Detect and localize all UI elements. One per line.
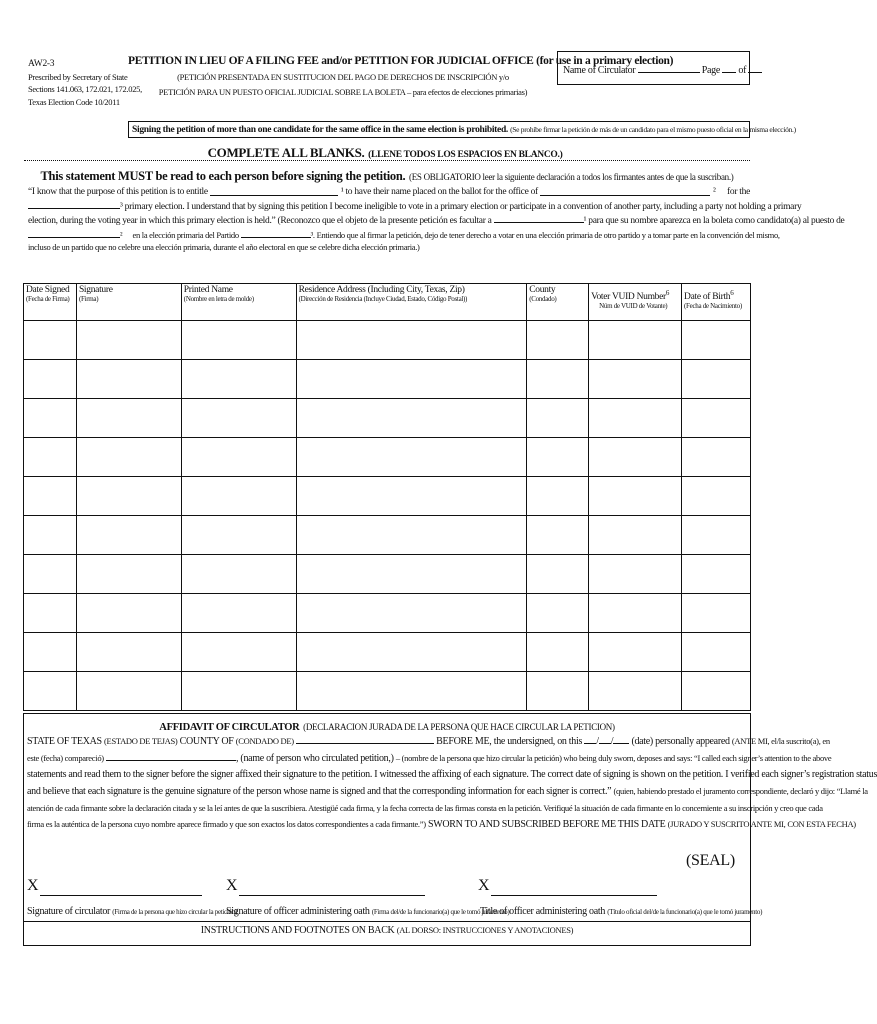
circulator-appeared-field[interactable] xyxy=(106,751,236,761)
dob-cell[interactable] xyxy=(682,360,751,399)
page-total-field[interactable] xyxy=(748,63,762,73)
dob-cell[interactable] xyxy=(682,633,751,672)
printed-name-cell[interactable] xyxy=(181,360,296,399)
circulator-box xyxy=(557,51,750,85)
col-label: Date of Birth xyxy=(684,292,731,303)
circulator-name-field[interactable] xyxy=(638,63,700,73)
x-mark-officer: X xyxy=(226,877,238,894)
table-row xyxy=(24,399,751,438)
printed-name-cell[interactable] xyxy=(181,438,296,477)
col-label-es: (Nombre en letra de molde) xyxy=(183,295,254,303)
residence-cell[interactable] xyxy=(296,438,527,477)
col-dob xyxy=(682,284,751,321)
col-label: Residence Address (Including City, Texas, Zip) xyxy=(298,285,465,295)
form-identifier-block xyxy=(28,58,142,108)
col-signature xyxy=(76,284,181,321)
table-row xyxy=(24,438,751,477)
date-month-field[interactable] xyxy=(584,734,596,744)
vuid-cell[interactable] xyxy=(589,360,682,399)
signature-cell[interactable] xyxy=(76,594,181,633)
col-label: Date Signed xyxy=(26,285,70,295)
residence-cell[interactable] xyxy=(296,516,527,555)
vuid-cell[interactable] xyxy=(589,672,682,711)
vuid-cell[interactable] xyxy=(589,633,682,672)
circulator-signature-line[interactable] xyxy=(40,895,202,896)
col-printed-name xyxy=(181,284,296,321)
dob-cell[interactable] xyxy=(682,477,751,516)
instructions-footer xyxy=(23,925,751,936)
statement-l1a: “I know that the purpose of this petition is to entitle xyxy=(28,187,208,197)
residence-cell[interactable] xyxy=(296,594,527,633)
table-row xyxy=(24,633,751,672)
col-vuid xyxy=(589,284,682,321)
signer-table xyxy=(23,283,751,711)
statement-l4b: ³. Entiendo que al firmar la petición, dejo de tener derecho a votar en una elección primaria de otro partido y a tomar parte en la convención del mismo, xyxy=(310,229,780,240)
page-title: PETITION IN LIEU OF A FILING FEE and/or PETITION FOR JUDICIAL OFFICE (for use in a primary election) xyxy=(128,55,674,67)
aff-l4b: (quien, habiendo prestado el juramento correspondiente, declaró y dijo: “Llamé la xyxy=(613,786,868,796)
statement-l1b: ¹ to have their name placed on the ballot for the office of xyxy=(340,187,538,197)
residence-cell[interactable] xyxy=(296,477,527,516)
sig2-label: Signature of officer administering oath xyxy=(226,906,370,917)
county-cell[interactable] xyxy=(527,477,589,516)
prohibition-notice xyxy=(128,121,796,138)
sig-caption-title xyxy=(480,906,762,917)
vuid-cell[interactable] xyxy=(589,321,682,360)
table-row xyxy=(24,321,751,360)
statement-l1c: ² ⃞ for the xyxy=(712,187,750,197)
col-label-es: (Fecha de Nacimiento) xyxy=(684,302,742,311)
signature-cell[interactable] xyxy=(76,672,181,711)
residence-cell[interactable] xyxy=(296,399,527,438)
affidavit-body: STATE OF TEXAS (ESTADO DE TEJAS) COUNTY OF (CONDADO DE) BEFORE ME, the undersigned, on this / / (date) personally appeared (ANTE MI, el/la suscrito(a), en este (fecha) compareció) , (name of person who circulated petition,) – (nombre de la persona que hizo circular la petición) who being duly sworn, deposes and says: “I called each signer’s attention to the above statements and read them to the signer before the signer affixed their signature to the petition. I witnessed the affixing of each signature. The correct date of signing is shown on the petition. I verified each signer’s registration status and believe that each signature is the genuine signature of the person whose name is signed and that the corresponding information for each signer is correct.” (quien, habiendo prestado el juramento correspondiente, declaró y dijo: “Llamé la atención de cada firmante sobre la declaración citada y se la leí antes de que la suscribiera. Atestigüé cada firma, y la fecha correcta de las firmas consta en la petición. Verifiqué la situación de cada firmante en lo concerniente a su inscripción y creo que cada firma es la auténtica de la persona cuyo nombre aparece firmado y que son exactos los datos correspondientes a cada firmante.”) SWORN TO AND SUBSCRIBED BEFORE ME THIS DATE (JURADO Y SUSCRITO ANTE MI, CON ESTA FECHA) xyxy=(27,736,877,830)
aff-l1e: BEFORE ME, the undersigned, on this xyxy=(436,736,583,747)
complete-en: COMPLETE ALL BLANKS. xyxy=(207,145,365,160)
office-field[interactable] xyxy=(540,186,710,196)
dob-cell[interactable] xyxy=(682,516,751,555)
prescribed-by: Prescribed by Secretary of State xyxy=(28,71,128,82)
residence-cell[interactable] xyxy=(296,321,527,360)
col-county xyxy=(527,284,589,321)
prohibition-en: Signing the petition of more than one candidate for the same office in the same election is prohibited. xyxy=(132,125,509,135)
col-label: Printed Name xyxy=(183,285,233,295)
printed-name-cell[interactable] xyxy=(181,399,296,438)
vuid-cell[interactable] xyxy=(589,399,682,438)
dob-cell[interactable] xyxy=(682,594,751,633)
date-day-field[interactable] xyxy=(599,734,611,744)
col-label-es: (Firma) xyxy=(78,295,99,303)
dob-cell[interactable] xyxy=(682,555,751,594)
officer-signature-line[interactable] xyxy=(239,895,425,896)
aff-l6b: SWORN TO AND SUBSCRIBED BEFORE ME THIS DATE xyxy=(427,819,666,830)
page-title-es-2: PETICIÓN PARA UN PUESTO OFICIAL JUDICIAL SOBRE LA BOLETA – para efectos de elecciones primarias) xyxy=(158,87,528,97)
col-label-es: (Condado) xyxy=(529,295,557,303)
date-signed-cell[interactable] xyxy=(24,477,77,516)
divider xyxy=(23,921,751,922)
table-row xyxy=(24,555,751,594)
seal-label: (SEAL) xyxy=(686,852,735,869)
table-row xyxy=(24,594,751,633)
printed-name-cell[interactable] xyxy=(181,672,296,711)
sig2-label-es: (Firma del/de la funcionario(a) que le tomó juramento) xyxy=(371,908,510,916)
x-mark-title: X xyxy=(478,877,490,894)
sig1-label-es: (Firma de la persona que hizo circular la petición) xyxy=(112,908,237,916)
statement-l5: incluso de un partido que no celebre una elección primaria, durante el año electoral en que se celebre dicha elección primaria.) xyxy=(28,242,420,252)
date-signed-cell[interactable] xyxy=(24,555,77,594)
candidate-name-field[interactable] xyxy=(210,186,338,196)
sig-caption-officer xyxy=(226,906,509,917)
aff-l1b: (ESTADO DE TEJAS) xyxy=(104,736,178,746)
county-cell[interactable] xyxy=(527,321,589,360)
footer-es: (AL DORSO: INSTRUCCIONES Y ANOTACIONES) xyxy=(396,925,574,935)
sig3-label: Title of officer administering oath xyxy=(480,906,606,917)
county-cell[interactable] xyxy=(527,672,589,711)
date-signed-cell[interactable] xyxy=(24,516,77,555)
page-title-es-1: (PETICIÓN PRESENTADA EN SUSTITUCION DEL PAGO DE DERECHOS DE INSCRIPCIÓN y/o xyxy=(177,72,509,82)
statement-heading xyxy=(24,167,750,185)
complete-es: (LLENE TODOS LOS ESPACIOS EN BLANCO.) xyxy=(368,150,563,160)
residence-cell[interactable] xyxy=(296,360,527,399)
printed-name-cell[interactable] xyxy=(181,477,296,516)
statement-heading-en: This statement MUST be read to each person before signing the petition. xyxy=(40,169,406,183)
dob-cell[interactable] xyxy=(682,438,751,477)
date-year-field[interactable] xyxy=(613,734,629,744)
statement-body xyxy=(28,186,845,254)
statement-l3b: ¹ para que su nombre aparezca en la boleta como candidato(a) al puesto de xyxy=(583,216,845,226)
statement-l2: ³ primary election. I understand that by signing this petition I become ineligible to vote in a primary election or participate in a convention of another party, including a party not holding a primary xyxy=(120,201,802,212)
col-label-es: (Dirección de Residencia (Incluye Ciudad, Estado, Código Postal)) xyxy=(298,295,468,303)
signature-cell[interactable] xyxy=(76,555,181,594)
sig-caption-circulator xyxy=(27,906,237,917)
aff-l1a: STATE OF TEXAS xyxy=(27,736,102,747)
page-label: Page xyxy=(701,65,721,76)
affidavit-title-es: (DECLARACION JURADA DE LA PERSONA QUE HACE CIRCULAR LA PETICION) xyxy=(303,722,615,732)
date-signed-cell[interactable] xyxy=(24,360,77,399)
vuid-cell[interactable] xyxy=(589,594,682,633)
code-sections: Sections 141.063, 172.021, 172.025, xyxy=(28,84,142,94)
affidavit-title: AFFIDAVIT OF CIRCULATOR xyxy=(159,722,300,733)
signature-cell[interactable] xyxy=(76,360,181,399)
col-label: Voter VUID Number xyxy=(591,292,666,303)
vuid-cell[interactable] xyxy=(589,516,682,555)
vuid-cell[interactable] xyxy=(589,555,682,594)
table-row xyxy=(24,477,751,516)
aff-l5: atención de cada firmante sobre la declaración citada y se la leí antes de que la suscribiera. Atestigüé cada firma, y la fecha correcta de las firmas consta en la petición. Verifiqué la situación de cada firmante en lo concerniente a su inscripción y creo que cada xyxy=(27,803,823,813)
aff-l2c: – (nombre de la persona que hizo circular la petición) who being duly sworn, deposes and says: “I called each signer’s attention to the above xyxy=(395,753,832,763)
election-code: Texas Election Code 10/2011 xyxy=(28,96,120,107)
residence-cell[interactable] xyxy=(296,633,527,672)
county-cell[interactable] xyxy=(527,438,589,477)
col-label: Signature xyxy=(78,285,113,295)
col-residence xyxy=(296,284,527,321)
signature-cell[interactable] xyxy=(76,321,181,360)
residence-cell[interactable] xyxy=(296,672,527,711)
statement-l3a: election, during the voting year in which this primary election is held.” (Reconozco que el objeto de la presente petición es facultar a xyxy=(28,216,492,226)
county-cell[interactable] xyxy=(527,594,589,633)
statement-l4a: ² ⃞ en la elección primaria del Partido xyxy=(120,229,239,240)
signature-cell[interactable] xyxy=(76,633,181,672)
dob-cell[interactable] xyxy=(682,672,751,711)
county-field[interactable] xyxy=(296,734,434,744)
printed-name-cell[interactable] xyxy=(181,633,296,672)
vuid-cell[interactable] xyxy=(589,477,682,516)
county-cell[interactable] xyxy=(527,399,589,438)
col-footnote: 6 xyxy=(730,289,734,297)
date-signed-cell[interactable] xyxy=(24,594,77,633)
aff-l3: statements and read them to the signer before the signer affixed their signature to the petition. I witnessed the affixing of each signature. The correct date of signing is shown on the petition. I verified each signer’s registration status xyxy=(27,769,877,780)
x-mark-circulator: X xyxy=(27,877,39,894)
office-es-field[interactable] xyxy=(28,228,120,238)
sig3-label-es: (Título oficial del/de la funcionario(a) que le tomó juramento) xyxy=(607,908,763,916)
date-signed-cell[interactable] xyxy=(24,438,77,477)
aff-l6c: (JURADO Y SUSCRITO ANTE MI, CON ESTA FECHA) xyxy=(667,819,856,829)
date-signed-cell[interactable] xyxy=(24,633,77,672)
dob-cell[interactable] xyxy=(682,321,751,360)
residence-cell[interactable] xyxy=(296,555,527,594)
page-number-field[interactable] xyxy=(722,63,736,73)
signature-cell[interactable] xyxy=(76,438,181,477)
aff-l1c: COUNTY OF xyxy=(179,736,234,747)
date-signed-cell[interactable] xyxy=(24,399,77,438)
county-cell[interactable] xyxy=(527,555,589,594)
party-es-field[interactable] xyxy=(241,228,311,238)
prohibition-es: (Se prohíbe firmar la petición de más de un candidato para el mismo puesto oficial en la misma elección.) xyxy=(510,125,796,134)
aff-l2a: este (fecha) compareció) xyxy=(27,753,104,763)
col-label: County xyxy=(529,285,556,295)
form-id: AW2-3 xyxy=(28,59,55,69)
printed-name-cell[interactable] xyxy=(181,594,296,633)
signature-cell[interactable] xyxy=(76,399,181,438)
aff-l1f: (date) personally appeared xyxy=(631,736,730,747)
signature-cell[interactable] xyxy=(76,516,181,555)
table-row xyxy=(24,672,751,711)
table-header-row xyxy=(24,284,751,321)
col-label-es: (Fecha de Firma) xyxy=(26,295,70,303)
table-row xyxy=(24,516,751,555)
date-signed-cell[interactable] xyxy=(24,672,77,711)
circulator-label: Name of Circulator xyxy=(563,65,636,76)
aff-l1d: (CONDADO DE) xyxy=(235,736,294,746)
of-label: of xyxy=(738,65,747,76)
party-field[interactable] xyxy=(28,199,120,209)
divider xyxy=(24,160,750,161)
county-cell[interactable] xyxy=(527,516,589,555)
dob-cell[interactable] xyxy=(682,399,751,438)
col-date-signed xyxy=(24,284,77,321)
col-footnote: 6 xyxy=(665,289,670,297)
printed-name-cell[interactable] xyxy=(181,516,296,555)
aff-l6a: firma es la auténtica de la persona cuyo nombre aparece firmado y que son exactos los datos correspondientes a cada firmante.”) xyxy=(27,819,426,829)
footer-en: INSTRUCTIONS AND FOOTNOTES ON BACK xyxy=(200,925,395,936)
date-signed-cell[interactable] xyxy=(24,321,77,360)
printed-name-cell[interactable] xyxy=(181,321,296,360)
statement-heading-es: (ES OBLIGATORIO leer la siguiente declaración a todos los firmantes antes de que la suscriban.) xyxy=(409,172,734,182)
candidate-name-es-field[interactable] xyxy=(494,213,584,223)
table-row xyxy=(24,360,751,399)
county-cell[interactable] xyxy=(527,633,589,672)
aff-l2b: , (name of person who circulated petition,) xyxy=(236,753,394,764)
printed-name-cell[interactable] xyxy=(181,555,296,594)
col-label-es: Núm de VUID de Votante) xyxy=(599,302,668,311)
county-cell[interactable] xyxy=(527,360,589,399)
aff-l4a: and believe that each signature is the genuine signature of the person whose name is signed and that the corresponding information for each signer is correct.” xyxy=(27,786,612,797)
vuid-cell[interactable] xyxy=(589,438,682,477)
aff-l1g: (ANTE MI, el/la suscrito(a), en xyxy=(731,736,830,746)
sig1-label: Signature of circulator xyxy=(27,906,111,917)
signature-cell[interactable] xyxy=(76,477,181,516)
officer-title-line[interactable] xyxy=(491,895,657,896)
